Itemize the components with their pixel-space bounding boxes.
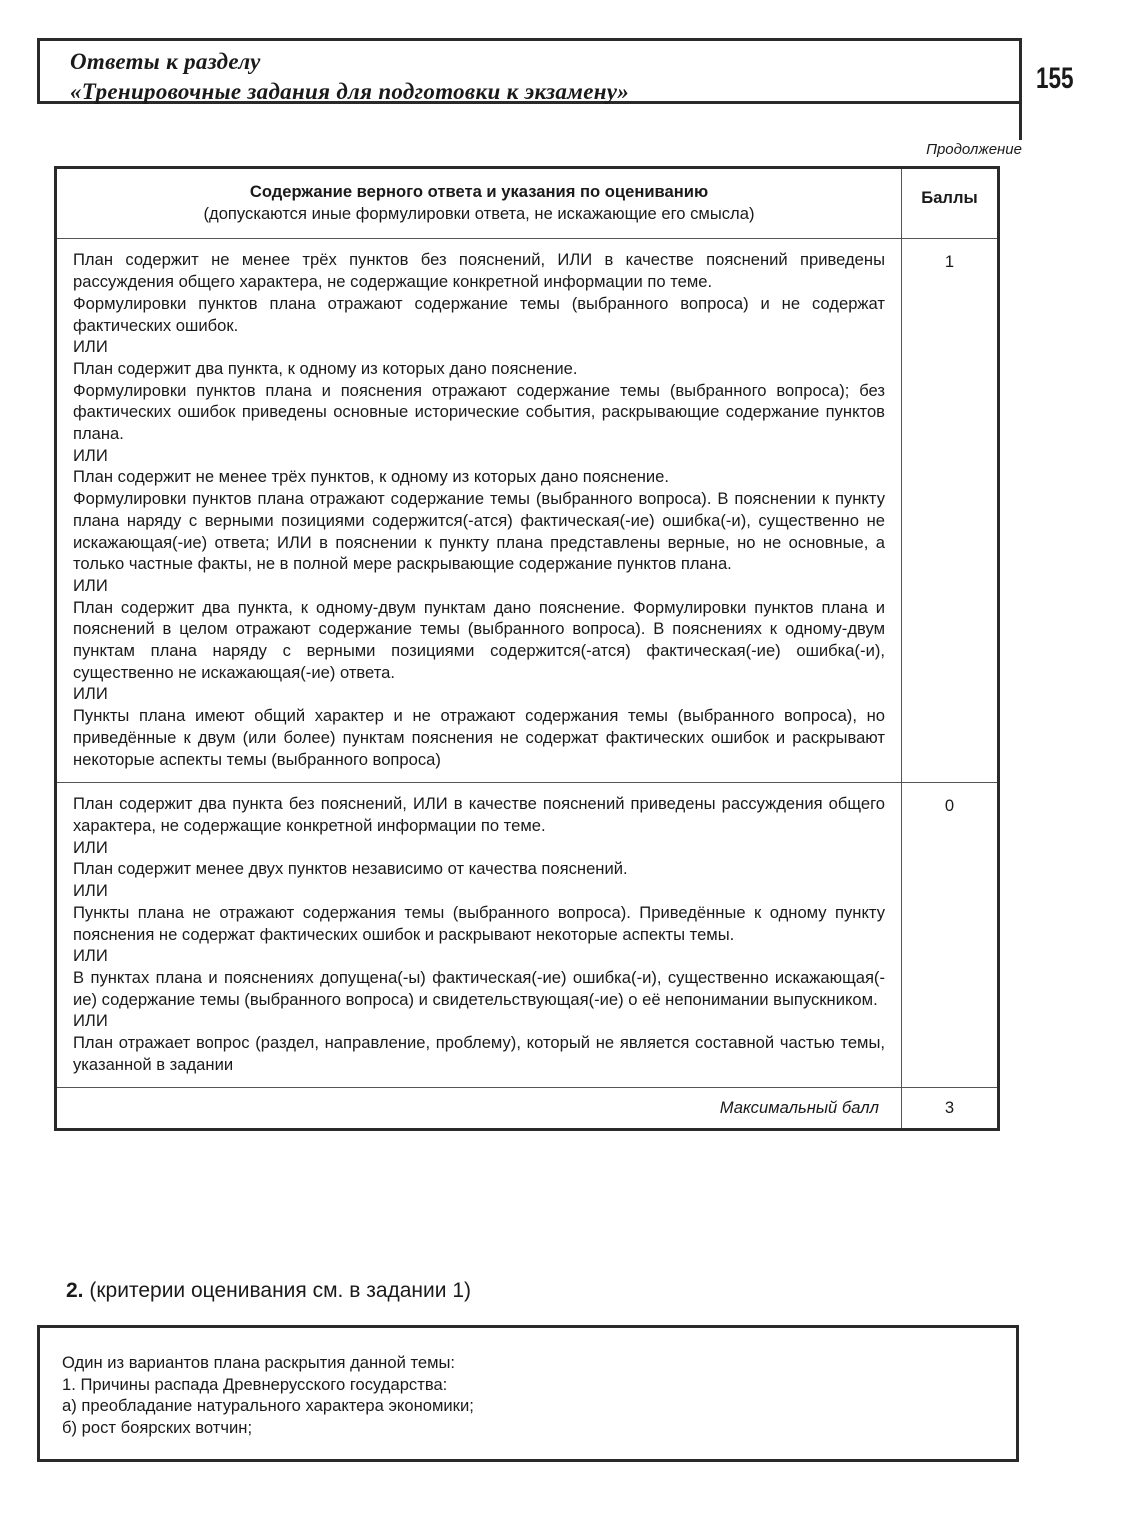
criteria-content-cell (56, 783, 902, 1088)
criteria-separator: ИЛИ (73, 946, 108, 966)
section-title (70, 47, 629, 107)
header-content-note: (допускаются иные формулировки ответа, не искажающие его смысла) (203, 203, 755, 223)
criteria-paragraph: Формулировки пунктов плана отражают содержание темы (выбранного вопроса). В пояснении к пункту плана наряду с верными позициями содержится(-атся) фактическая(-ие) ошибка(-и), существенно не искажающая(-ие) ответа; ИЛИ в пояснении к пункту плана представлены верные, но не основные, а только частные факты, не в полной мере раскрывающие содержание пунктов плана. (73, 489, 885, 574)
criteria-paragraph: В пунктах плана и пояснениях допущена(-ы) фактическая(-ие) ошибка(-и), существенно искажающая(-ие) содержание темы (выбранного вопроса) и свидетельствующая(-ие) о её непонимании выпускником. (73, 967, 885, 1009)
section-title-line-1: Ответы к разделу (70, 49, 261, 74)
table-header-row (56, 168, 999, 239)
criteria-separator: ИЛИ (73, 445, 108, 465)
task-number: 2. (66, 1279, 84, 1302)
table-row-score-1 (56, 239, 999, 783)
points-cell: 1 (902, 239, 999, 783)
criteria-separator: ИЛИ (73, 337, 108, 357)
task-2-text: (критерии оценивания см. в задании 1) (89, 1279, 471, 1302)
max-score-row (56, 1088, 999, 1130)
criteria-paragraph: План отражает вопрос (раздел, направление, проблему), который не является составной частью темы, указанной в задании (73, 1033, 885, 1074)
points-cell: 0 (902, 783, 999, 1088)
criteria-separator: ИЛИ (73, 837, 108, 857)
page-number: 155 (1036, 62, 1074, 95)
plan-line: Один из вариантов плана раскрытия данной темы: (62, 1353, 456, 1372)
criteria-separator: ИЛИ (73, 684, 108, 704)
margin-rule (1019, 100, 1022, 140)
max-score-label: Максимальный балл (56, 1088, 902, 1130)
section-title-line-2: «Тренировочные задания для подготовки к экзамену» (70, 79, 630, 104)
max-score-value: 3 (902, 1088, 999, 1130)
criteria-paragraph: Формулировки пунктов плана и пояснения отражают содержание темы (выбранного вопроса); без фактических ошибок приведены основные исторические события, раскрывающие содержание пунктов плана. (73, 380, 885, 444)
header-content-cell (56, 168, 902, 239)
criteria-paragraph: Формулировки пунктов плана отражают содержание темы (выбранного вопроса) и не содержат фактических ошибок. (73, 293, 885, 335)
criteria-separator: ИЛИ (73, 881, 108, 901)
section-header-box (37, 38, 1022, 104)
plan-answer-box (37, 1325, 1019, 1462)
criteria-separator: ИЛИ (73, 1011, 108, 1031)
plan-line: б) рост боярских вотчин; (62, 1417, 253, 1437)
criteria-separator: ИЛИ (73, 575, 108, 595)
criteria-paragraph: План содержит менее двух пунктов независимо от качества пояснений. (73, 859, 628, 879)
header-content-title: Содержание верного ответа и указания по оцениванию (249, 182, 709, 201)
table-row-score-0 (56, 783, 999, 1088)
task-2-heading (66, 1279, 471, 1303)
continuation-label: Продолжение (926, 141, 1022, 158)
criteria-table (54, 166, 1000, 1131)
plan-line: 1. Причины распада Древнерусского государства: (62, 1374, 448, 1394)
criteria-paragraph: План содержит два пункта без пояснений, ИЛИ в качестве пояснений приведены рассуждения общего характера, не содержащие конкретной информации по теме. (73, 794, 885, 835)
criteria-paragraph: План содержит не менее трёх пунктов без пояснений, ИЛИ в качестве пояснений приведены рассуждения общего характера, не содержащие конкретной информации по теме. (73, 250, 885, 292)
criteria-paragraph: План содержит два пункта, к одному из которых дано пояснение. (73, 358, 578, 378)
criteria-paragraph: Пункты плана имеют общий характер и не отражают содержания темы (выбранного вопроса), но приведённые к двум (или более) пунктам пояснения не содержат фактических ошибок и раскрывают некоторые аспекты темы (выбранного вопроса) (73, 706, 885, 769)
criteria-paragraph: Пункты плана не отражают содержания темы (выбранного вопроса). Приведённые к одному пункту пояснения не содержат фактических ошибок и раскрывают некоторые аспекты темы. (73, 902, 885, 944)
criteria-paragraph: План содержит два пункта, к одному-двум пунктам дано пояснение. Формулировки пунктов плана и пояснений в целом отражают содержание темы (выбранного вопроса). В пояснениях к одному-двум пунктам плана наряду с верными позициями содержится(-атся) фактическая(-ие) ошибка(-и), существенно не искажающая(-ие) ответа. (73, 597, 885, 682)
plan-line: а) преобладание натурального характера экономики; (62, 1396, 474, 1415)
criteria-paragraph: План содержит не менее трёх пунктов, к одному из которых дано пояснение. (73, 467, 669, 487)
header-points-cell: Баллы (902, 168, 999, 239)
criteria-content-cell (56, 239, 902, 783)
